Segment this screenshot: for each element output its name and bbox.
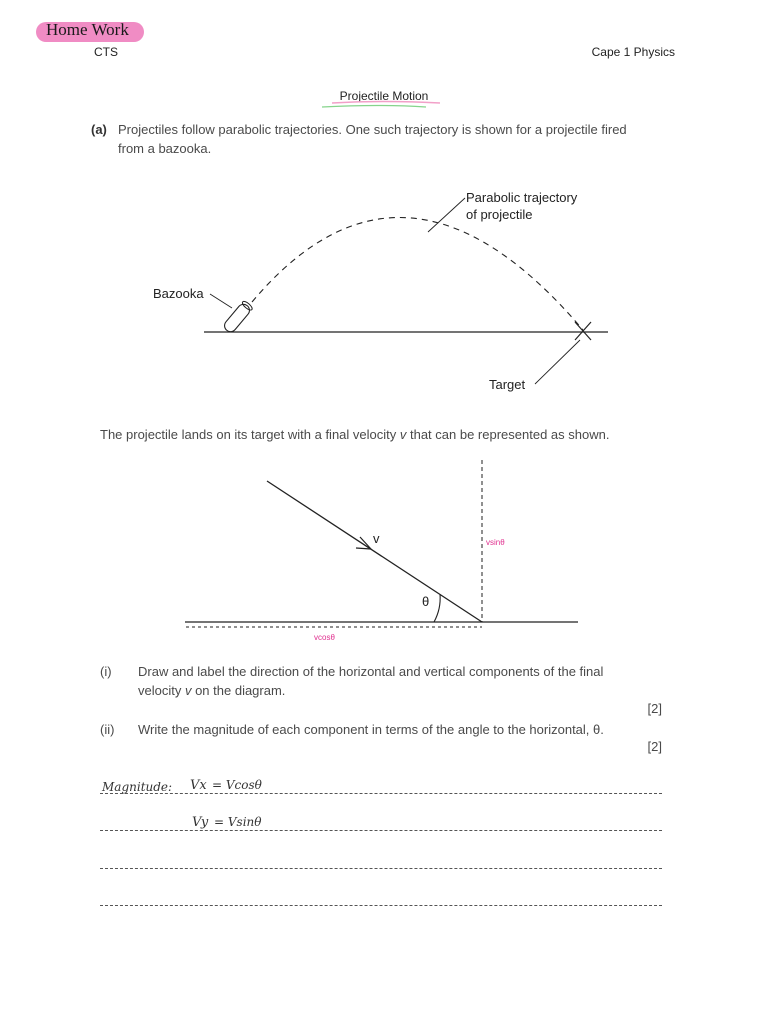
velocity-label: v bbox=[373, 531, 380, 546]
question-i-number: (i) bbox=[100, 664, 112, 679]
answer-vy-value: = Vsinθ bbox=[214, 815, 262, 829]
velocity-arrowhead bbox=[356, 537, 371, 549]
trajectory-leader bbox=[428, 198, 465, 232]
bazooka-leader bbox=[210, 294, 232, 308]
question-i-marks: [2] bbox=[647, 701, 662, 716]
part-a-text-1: Projectiles follow parabolic trajectories. One such trajectory is shown for a projectile fired bbox=[118, 122, 627, 137]
homework-label: Home Work bbox=[46, 20, 129, 39]
angle-label: θ bbox=[422, 594, 430, 609]
question-ii-text: Write the magnitude of each component in terms of the angle to the horizontal, θ. bbox=[138, 722, 604, 737]
vertical-component-label: vsinθ bbox=[486, 538, 505, 547]
part-a-text-2: from a bazooka. bbox=[118, 141, 212, 156]
answer-vx-value: = Vcosθ bbox=[212, 778, 262, 792]
trajectory-path bbox=[252, 218, 583, 331]
bazooka-label: Bazooka bbox=[153, 286, 204, 301]
statement-var: v bbox=[399, 427, 407, 442]
question-ii-number: (ii) bbox=[100, 722, 115, 737]
angle-arc bbox=[434, 594, 440, 622]
target-leader bbox=[535, 340, 580, 384]
velocity-vector bbox=[267, 481, 482, 622]
statement-text-after: that can be represented as shown. bbox=[406, 427, 610, 442]
horizontal-component-label: vcosθ bbox=[314, 633, 335, 642]
header-left: CTS bbox=[94, 45, 118, 59]
question-i-var: v bbox=[184, 683, 192, 698]
title-underline-pink bbox=[332, 102, 440, 104]
header-right: Cape 1 Physics bbox=[591, 45, 675, 59]
target-label: Target bbox=[489, 377, 526, 392]
question-i-text-before: velocity bbox=[138, 683, 185, 698]
trajectory-label-1: Parabolic trajectory bbox=[466, 190, 578, 205]
answer-vy-name: Vy bbox=[192, 815, 209, 830]
page-title: Projectile Motion bbox=[339, 89, 429, 103]
answer-vx-name: Vx bbox=[190, 778, 207, 793]
trajectory-label-2: of projectile bbox=[466, 207, 533, 222]
question-i-text-after: on the diagram. bbox=[191, 683, 286, 698]
answer-magnitude-label: Magnitude: bbox=[102, 780, 173, 794]
title-underline-green bbox=[322, 106, 426, 108]
question-ii-marks: [2] bbox=[647, 739, 662, 754]
statement-text-before: The projectile lands on its target with a final velocity bbox=[100, 427, 400, 442]
question-i-text-1: Draw and label the direction of the horizontal and vertical components of the final bbox=[138, 664, 604, 679]
part-a-label: (a) bbox=[91, 122, 107, 137]
